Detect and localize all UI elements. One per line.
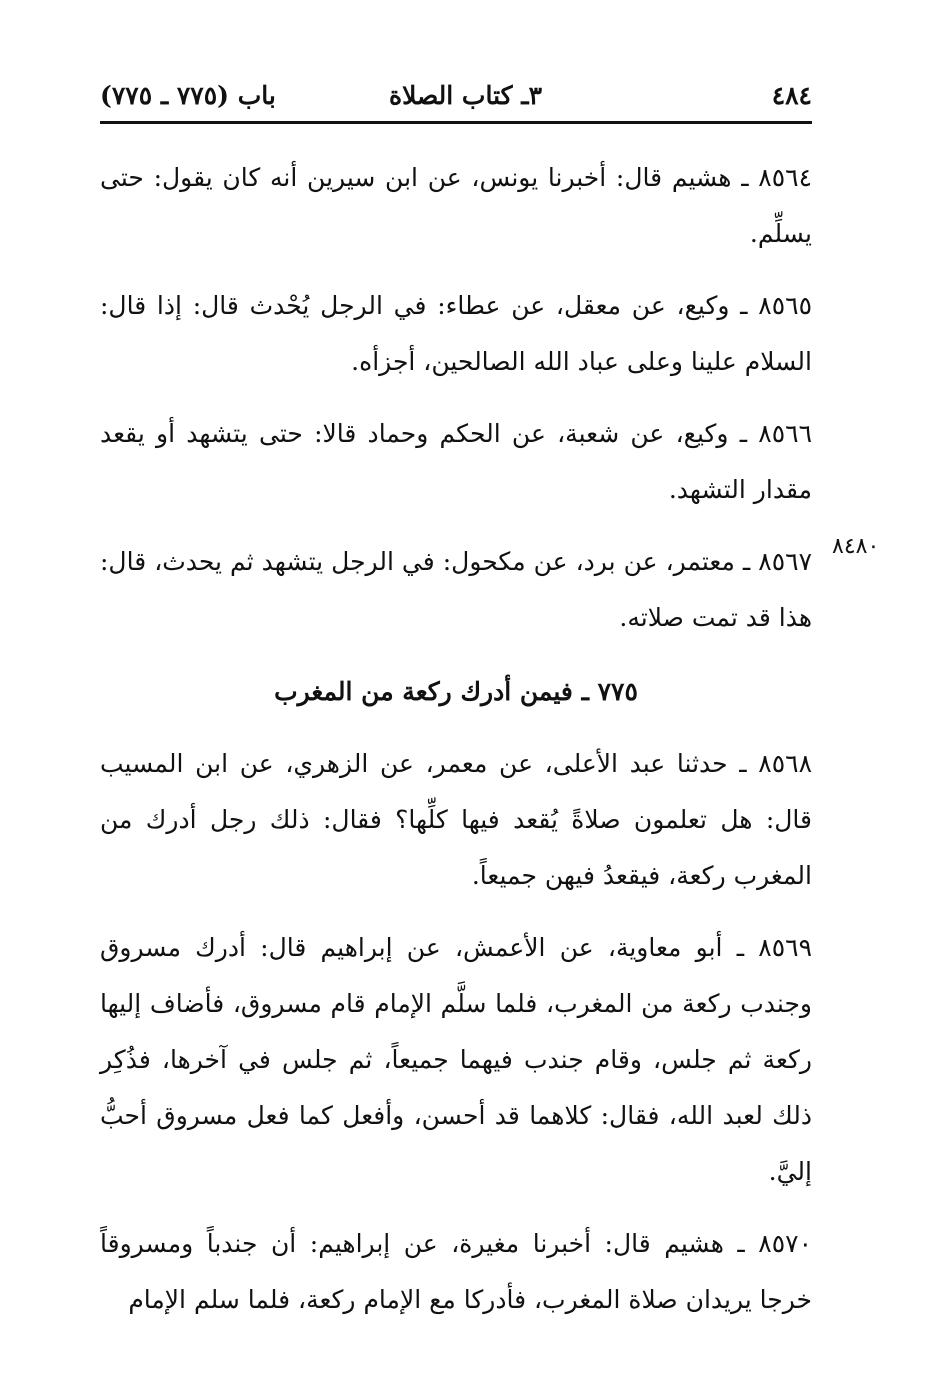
chapter-range: باب (٧٧٥ ـ ٧٧٥) [100,81,276,110]
hadith-number: ٨٥٦٧ [758,547,812,576]
hadith-paragraph [100,534,812,646]
hadith-text: ـ معتمر، عن برد، عن مكحول: في الرجل يتشهد ثم يحدث، قال: هذا قد تمت صلاته. [100,547,812,632]
hadith-paragraph [100,736,812,904]
hadith-paragraph [100,150,812,262]
hadith-paragraph [100,920,812,1200]
hadith-paragraph [100,406,812,518]
hadith-number: ٨٥٦٨ [758,749,812,778]
hadith-number: ٨٥٦٥ [758,291,812,320]
hadith-number: ٨٥٦٦ [758,419,812,448]
hadith-paragraph [100,1216,812,1328]
margin-reference-number: ٨٤٨٠ [832,534,880,559]
hadith-text: ـ أبو معاوية، عن الأعمش، عن إبراهيم قال: أدرك مسروق وجندب ركعة من المغرب، فلما سلَّم الإمام قام مسروق، فأضاف إليها ركعة ثم جلس، وقام جندب فيهما جميعاً، ثم جلس في آخرها، فذُكِر ذلك لعبد الله، فقال: كلاهما قد أحسن، وأفعل كما فعل مسروق أحبُّ إليَّ. [100,933,812,1186]
hadith-number: ٨٥٦٤ [758,163,812,192]
hadith-number: ٨٥٦٩ [758,933,812,962]
hadith-text: ـ هشيم قال: أخبرنا يونس، عن ابن سيرين أنه كان يقول: حتى يسلِّم. [100,163,812,248]
hadith-text: ـ وكيع، عن شعبة، عن الحكم وحماد قالا: حتى يتشهد أو يقعد مقدار التشهد. [100,419,812,504]
page-number: ٤٨٤ [771,81,812,110]
page-header [100,78,812,114]
section-heading: ٧٧٥ ـ فيمن أدرك ركعة من المغرب [274,677,638,706]
header-divider [100,121,812,124]
hadith-text: ـ وكيع، عن معقل، عن عطاء: في الرجل يُحْدث قال: إذا قال: السلام علينا وعلى عباد الله الصالحين، أجزأه. [100,291,812,376]
hadith-text: ـ حدثنا عبد الأعلى، عن معمر، عن الزهري، عن ابن المسيب قال: هل تعلمون صلاةً يُقعد فيها كلِّها؟ فقال: ذلك رجل أدرك من المغرب ركعة، فيقعدُ فيهن جميعاً. [100,749,812,890]
book-title: ٣ـ كتاب الصلاة [388,81,542,110]
hadith-text: ـ هشيم قال: أخبرنا مغيرة، عن إبراهيم: أن جندباً ومسروقاً خرجا يريدان صلاة المغرب، فأدركا مع الإمام ركعة، فلما سلم الإمام [100,1229,812,1314]
hadith-number: ٨٥٧٠ [758,1229,812,1258]
hadith-paragraph [100,278,812,390]
main-text [100,150,812,1344]
